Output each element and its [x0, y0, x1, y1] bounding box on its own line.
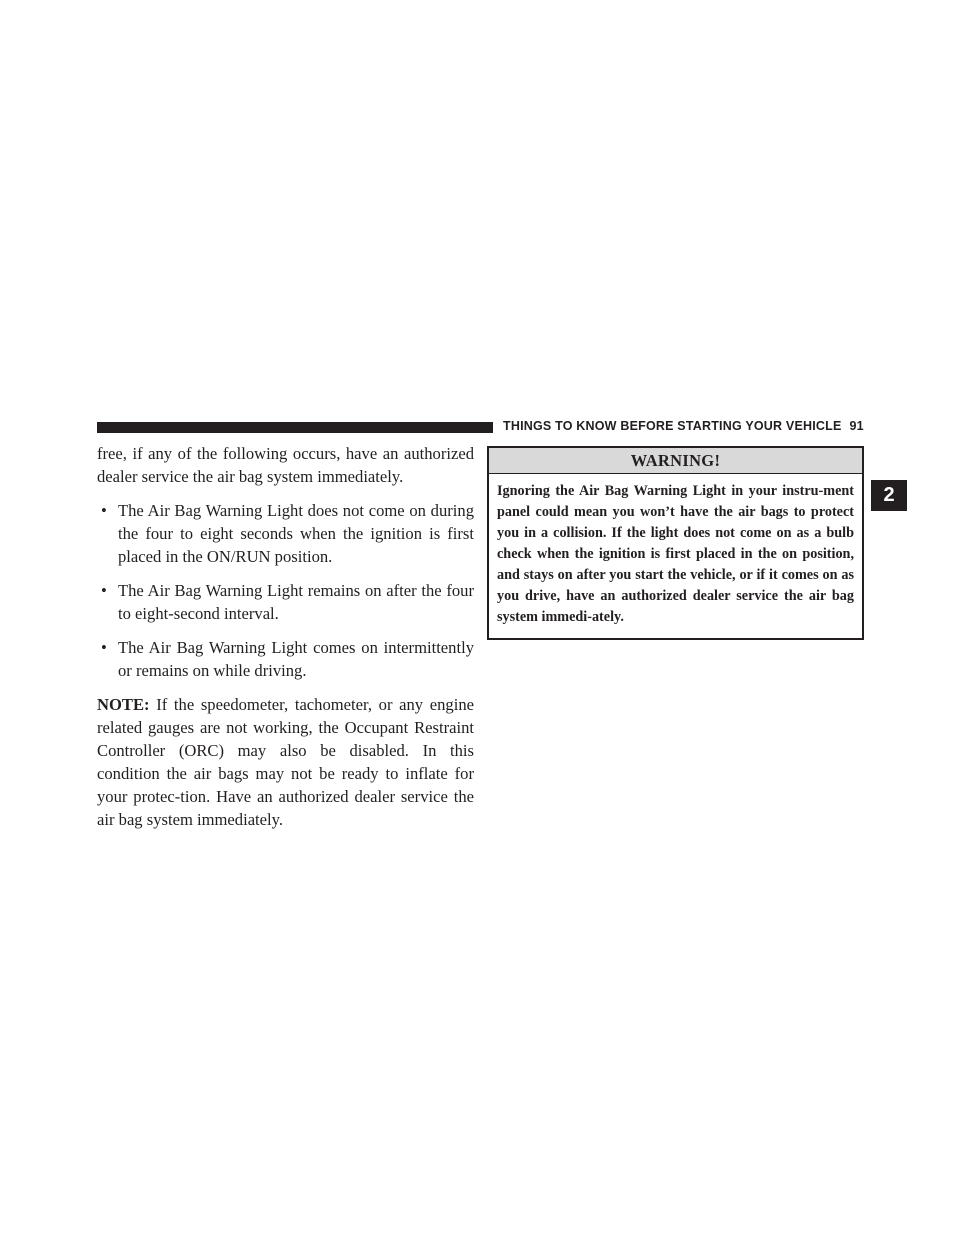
- warning-text: Ignoring the Air Bag Warning Light in your instru-ment panel could mean you won’t have the air bags to protect you in a collision. If the light does not come on as a bulb check when the ignition is first placed in the on position, and stays on after you start the vehicle, or if it comes on as you drive, have an authorized dealer service the air bag system immedi-ately.: [497, 483, 854, 625]
- bullet-icon: •: [101, 638, 107, 657]
- left-column: [97, 442, 474, 831]
- bullet-icon: •: [101, 581, 107, 600]
- warning-box: [487, 446, 864, 640]
- list-item: [97, 499, 474, 568]
- list-item-text: The Air Bag Warning Light does not come on during the four to eight seconds when the ignition is first placed in the ON/RUN position.: [118, 501, 474, 566]
- list-item-text: The Air Bag Warning Light comes on intermittently or remains on while driving.: [118, 638, 474, 680]
- note-label: NOTE:: [97, 695, 150, 714]
- section-title: THINGS TO KNOW BEFORE STARTING YOUR VEHICLE: [503, 419, 842, 433]
- note-text: If the speedometer, tachometer, or any engine related gauges are not working, the Occupant Restraint Controller (ORC) may also be disabled. In this condition the air bags may not be ready to inflate for your protec-tion. Have an authorized dealer service the air bag system immediately.: [97, 695, 474, 829]
- warning-title: WARNING!: [489, 448, 862, 474]
- intro-paragraph: free, if any of the following occurs, have an authorized dealer service the air bag system immediately.: [97, 444, 474, 486]
- list-item: [97, 636, 474, 682]
- bullet-icon: •: [101, 501, 107, 520]
- list-item: [97, 579, 474, 625]
- header-rule: [97, 422, 493, 433]
- note-paragraph: [97, 693, 474, 831]
- list-item-text: The Air Bag Warning Light remains on after the four to eight-second interval.: [118, 581, 474, 623]
- page-number: 91: [849, 419, 864, 433]
- running-header: [503, 419, 863, 433]
- chapter-tab: 2: [871, 480, 907, 511]
